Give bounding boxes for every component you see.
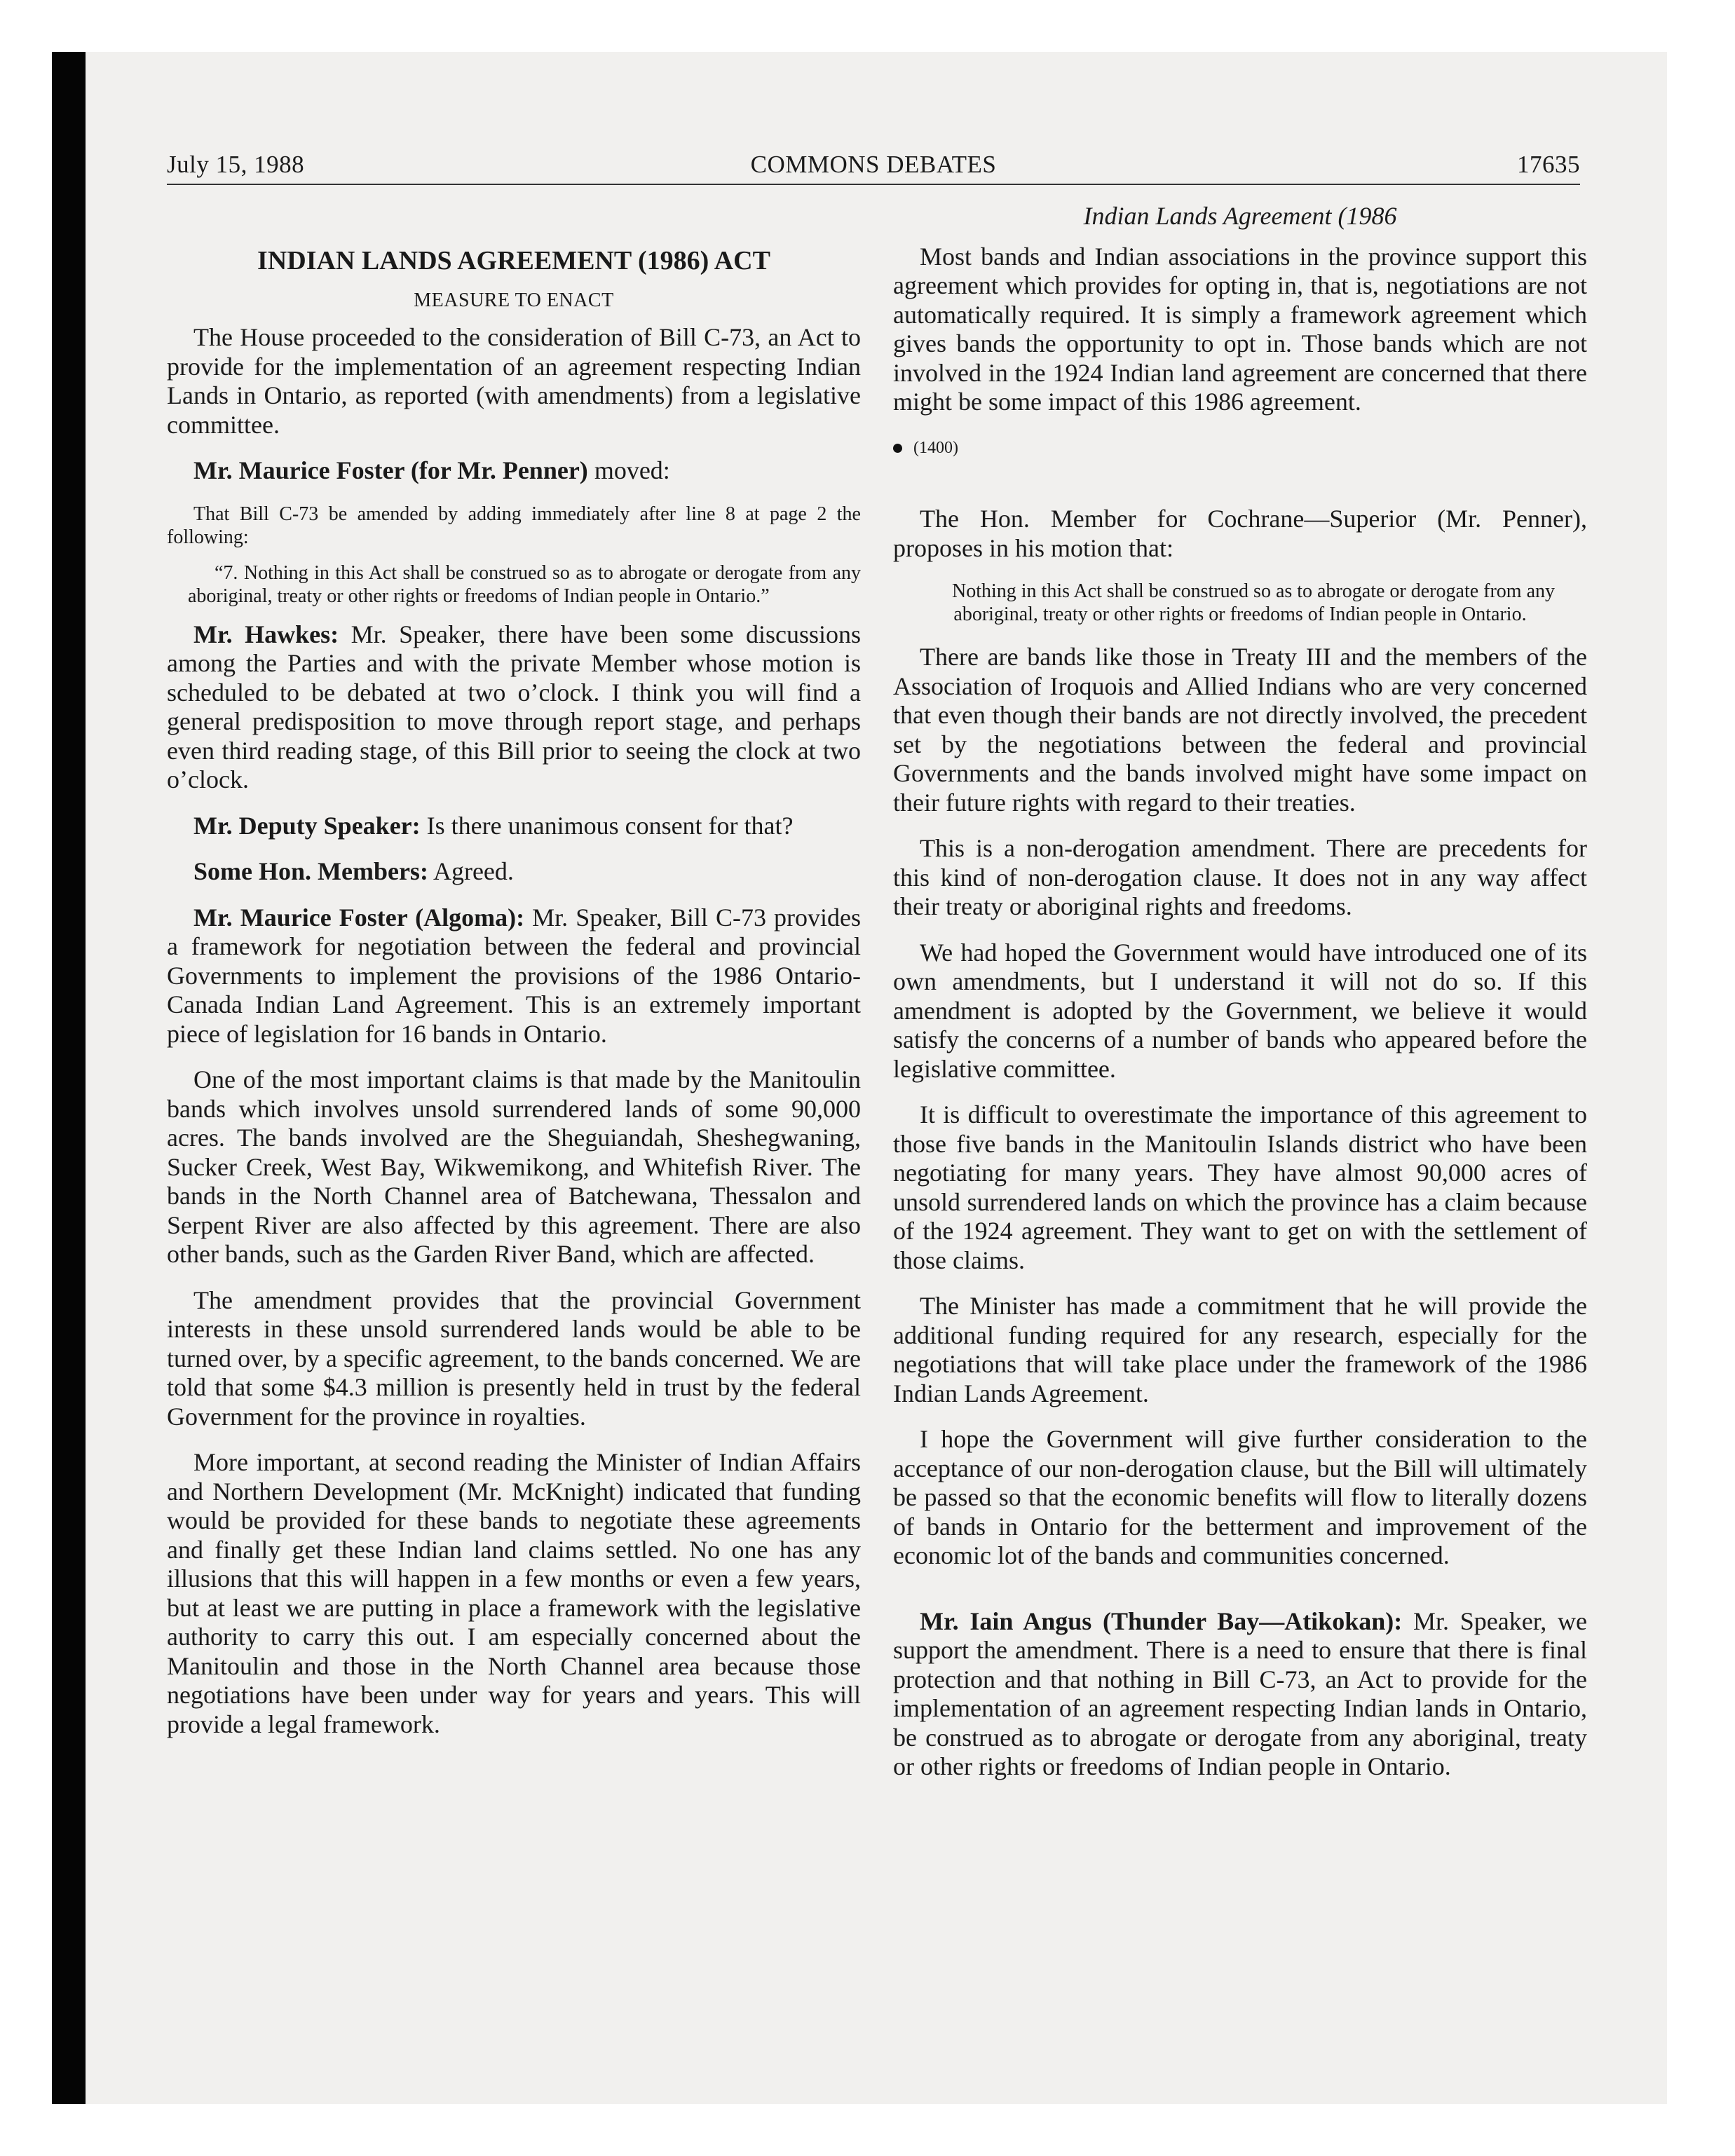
speech-paragraph [167,903,861,1049]
time-marker-text: (1400) [913,438,958,457]
paragraph: This is a non-derogation amendment. There are precedents for this kind of non-derogation clause. It does not in any way affect their treaty or aboriginal rights and freedoms. [893,834,1587,920]
bullet-icon [893,444,902,453]
motion-paragraph [167,456,861,486]
speech-paragraph [167,857,861,887]
paragraph: The amendment provides that the provincial Government interests in these unsold surrendered lands would be able to be turned over, by a specific agreement, to the bands concerned. We are told that some $4.3 million is presently held in trust by the federal Government for the province in royalties. [167,1285,861,1431]
speaker-name: Some Hon. Members: [193,857,428,885]
block-quote: Nothing in this Act shall be construed so as to abrogate or derogate from any aboriginal, treaty or other rights or freedoms of Indian people in Ontario. [951,580,1555,625]
speaker-name: Mr. Deputy Speaker: [193,811,421,840]
right-column [893,202,1587,1799]
header-rule [167,184,1580,185]
speaker-name: Mr. Iain Angus (Thunder Bay—Atikokan): [920,1606,1403,1635]
motion-text: That Bill C-73 be amended by adding immediately after line 8 at page 2 the following: [167,503,861,548]
time-marker [893,434,1587,463]
section-subheading: MEASURE TO ENACT [414,289,614,311]
speech-text: Mr. Speaker, there have been some discussions among the Parties and with the private Member whose motion is scheduled to be debated at two o’clock. I think you will find a general predisposition to move through report stage, and perhaps even third reading stage, of this Bill prior to seeing the clock at two o’clock. [167,620,862,793]
paragraph: Most bands and Indian associations in the province support this agreement which provides for opting in, that is, negotiations are not automatically required. It is simply a framework agreement which gives bands the opportunity to opt in. Those bands which are not involved in the 1924 Indian land agreement are concerned that there might be some impact of this 1986 agreement. [893,242,1587,416]
header-date: July 15, 1988 [167,151,305,178]
speech-paragraph [893,1607,1587,1782]
speaker-name: Mr. Hawkes: [193,620,339,648]
speech-text: Mr. Speaker, Bill C-73 provides a framework for negotiation between the federal and provincial Governments to implement the provisions of the 1986 Ontario-Canada Indian Land Agreement. This is an extremely important piece of legislation for 16 bands in Ontario. [167,903,862,1048]
paragraph: We had hoped the Government would have introduced one of its own amendments, but I understand it will not do so. If this amendment is adopted by the Government, we believe it would satisfy the concerns of a number of bands who appeared before the legislative committee. [893,938,1587,1083]
paragraph: There are bands like those in Treaty III and the members of the Association of Iroquois and Allied Indians who are very concerned that even though their bands are not directly involved, the precedent set by the negotiations between the federal and provincial Governments and the bands involved might have some impact on their future rights with regard to their treaties. [893,643,1587,817]
paragraph: I hope the Government will give further consideration to the acceptance of our non-derogation clause, but the Bill will ultimately be passed so that the economic benefits will flow to literally dozens of bands in Ontario for the betterment and improvement of the economic lot of the bands and communities concerned. [893,1425,1587,1569]
speech-text: Agreed. [433,857,514,885]
paragraph: The Minister has made a commitment that he will provide the additional funding required for any research, especially for the negotiations that will take place under the framework of the 1986 Indian Lands Agreement. [893,1292,1587,1407]
left-column [167,202,861,1756]
section-heading: INDIAN LANDS AGREEMENT (1986) ACT [257,246,770,275]
motion-verb: moved: [594,456,670,484]
paragraph: The Hon. Member for Cochrane—Superior (Mr. Penner), proposes in his motion that: [893,505,1587,562]
header-page-number: 17635 [1517,151,1580,178]
speech-text: Is there unanimous consent for that? [426,811,794,840]
paragraph: More important, at second reading the Minister of Indian Affairs and Northern Development (Mr. McKnight) indicated that funding would be provided for these bands to negotiate these agreements and finally get these Indian land claims settled. No one has any illusions that this will happen in a few months or even a few years, but at least we are putting in place a framework with the legislative authority to carry this out. I am especially concerned about the Manitoulin and those in the North Channel area because those negotiations have been under way for years and years. This will provide a legal framework. [167,1448,861,1738]
paragraph: It is difficult to overestimate the importance of this agreement to those five bands in the Manitoulin Islands district who have been negotiating for many years. They have almost 90,000 acres of unsold surrendered lands on which the province has a claim because of the 1924 agreement. They want to get on with the settlement of those claims. [893,1100,1587,1274]
speech-paragraph [167,620,861,795]
speech-paragraph [167,812,861,841]
speaker-name: Mr. Maurice Foster (for Mr. Penner) [193,456,588,484]
running-header [167,151,1580,186]
header-publication: COMMONS DEBATES [750,151,997,178]
paragraph: One of the most important claims is that made by the Manitoulin bands which involves unsold surrendered lands of some 90,000 acres. The bands involved are the Sheguiandah, Sheshegwaning, Sucker Creek, West Bay, Wikwemikong, and Whitefish River. The bands in the North Channel area of Batchewana, Thessalon and Serpent River are also affected by this agreement. There are also other bands, such as the Garden River Band, which are affected. [167,1065,861,1268]
speaker-name: Mr. Maurice Foster (Algoma): [193,903,525,932]
motion-quote: “7. Nothing in this Act shall be construed so as to abrogate or derogate from any aboriginal, treaty or other rights or freedoms of Indian people in Ontario.” [188,561,861,607]
speech-text: Mr. Speaker, we support the amendment. There is a need to ensure that there is final protection and that nothing in Bill C-73, an Act to provide for the implementation of an agreement respecting Indian lands in Ontario, be construed as to abrogate or derogate from any aboriginal, treaty or other rights or freedoms of Indian people in Ontario. [893,1606,1588,1780]
running-subtitle: Indian Lands Agreement (1986 [1083,202,1397,230]
binding-edge [52,52,86,2104]
paragraph: The House proceeded to the consideration of Bill C-73, an Act to provide for the implementation of an agreement respecting Indian Lands in Ontario, as reported (with amendments) from a legislative committee. [167,323,861,439]
